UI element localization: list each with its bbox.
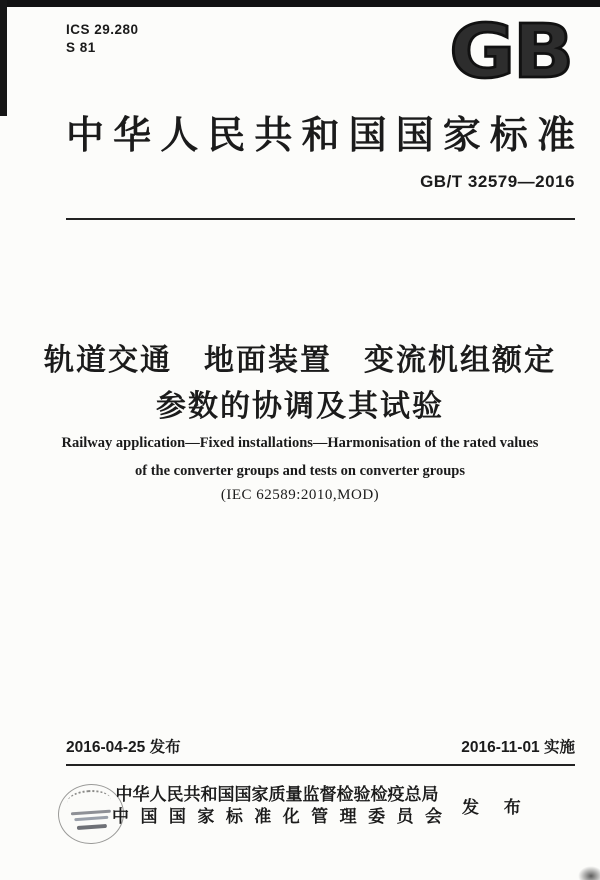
publish-label: 发 布: [462, 798, 531, 817]
implementation-date: 2016-11-01 实施: [461, 739, 575, 756]
dates-row: [66, 735, 575, 766]
gb-logo: GB: [449, 8, 572, 95]
scan-artifact-top-edge: [0, 0, 600, 7]
header-rule: [66, 218, 575, 220]
stamp-text-line-decoration: [77, 824, 107, 830]
scan-artifact-corner: [578, 866, 600, 880]
issuing-bodies: [112, 784, 442, 829]
classification-block: [66, 21, 139, 56]
issuer-aqsiq: 中华人民共和国国家质量监督检验检疫总局: [115, 785, 439, 804]
stamp-text-line-decoration: [74, 816, 108, 821]
issuer-row: [0, 784, 600, 854]
standard-number: GB/T 32579—2016: [420, 172, 575, 191]
issuer-sac: 中国国家标准化管理委员会: [112, 807, 442, 827]
standard-title-line2: 参数的协调及其试验: [156, 390, 444, 423]
issue-date: 2016-04-25 发布: [66, 739, 181, 756]
scan-artifact-left-edge: [0, 0, 7, 116]
english-title-line2: of the converter groups and tests on converter groups: [135, 462, 465, 479]
iec-adoption-note: (IEC 62589:2010,MOD): [220, 487, 380, 503]
china-class-code: S 81: [66, 39, 96, 55]
national-standard-heading: 中华人民共和国国家标准: [66, 115, 575, 157]
standard-title-line1: 轨道交通 地面装置 变流机组额定: [44, 344, 556, 377]
english-title: [40, 430, 560, 485]
ics-code: ICS 29.280: [66, 22, 139, 37]
english-title-line1: Railway application—Fixed installations—Harmonisation of the rated values: [61, 435, 539, 451]
